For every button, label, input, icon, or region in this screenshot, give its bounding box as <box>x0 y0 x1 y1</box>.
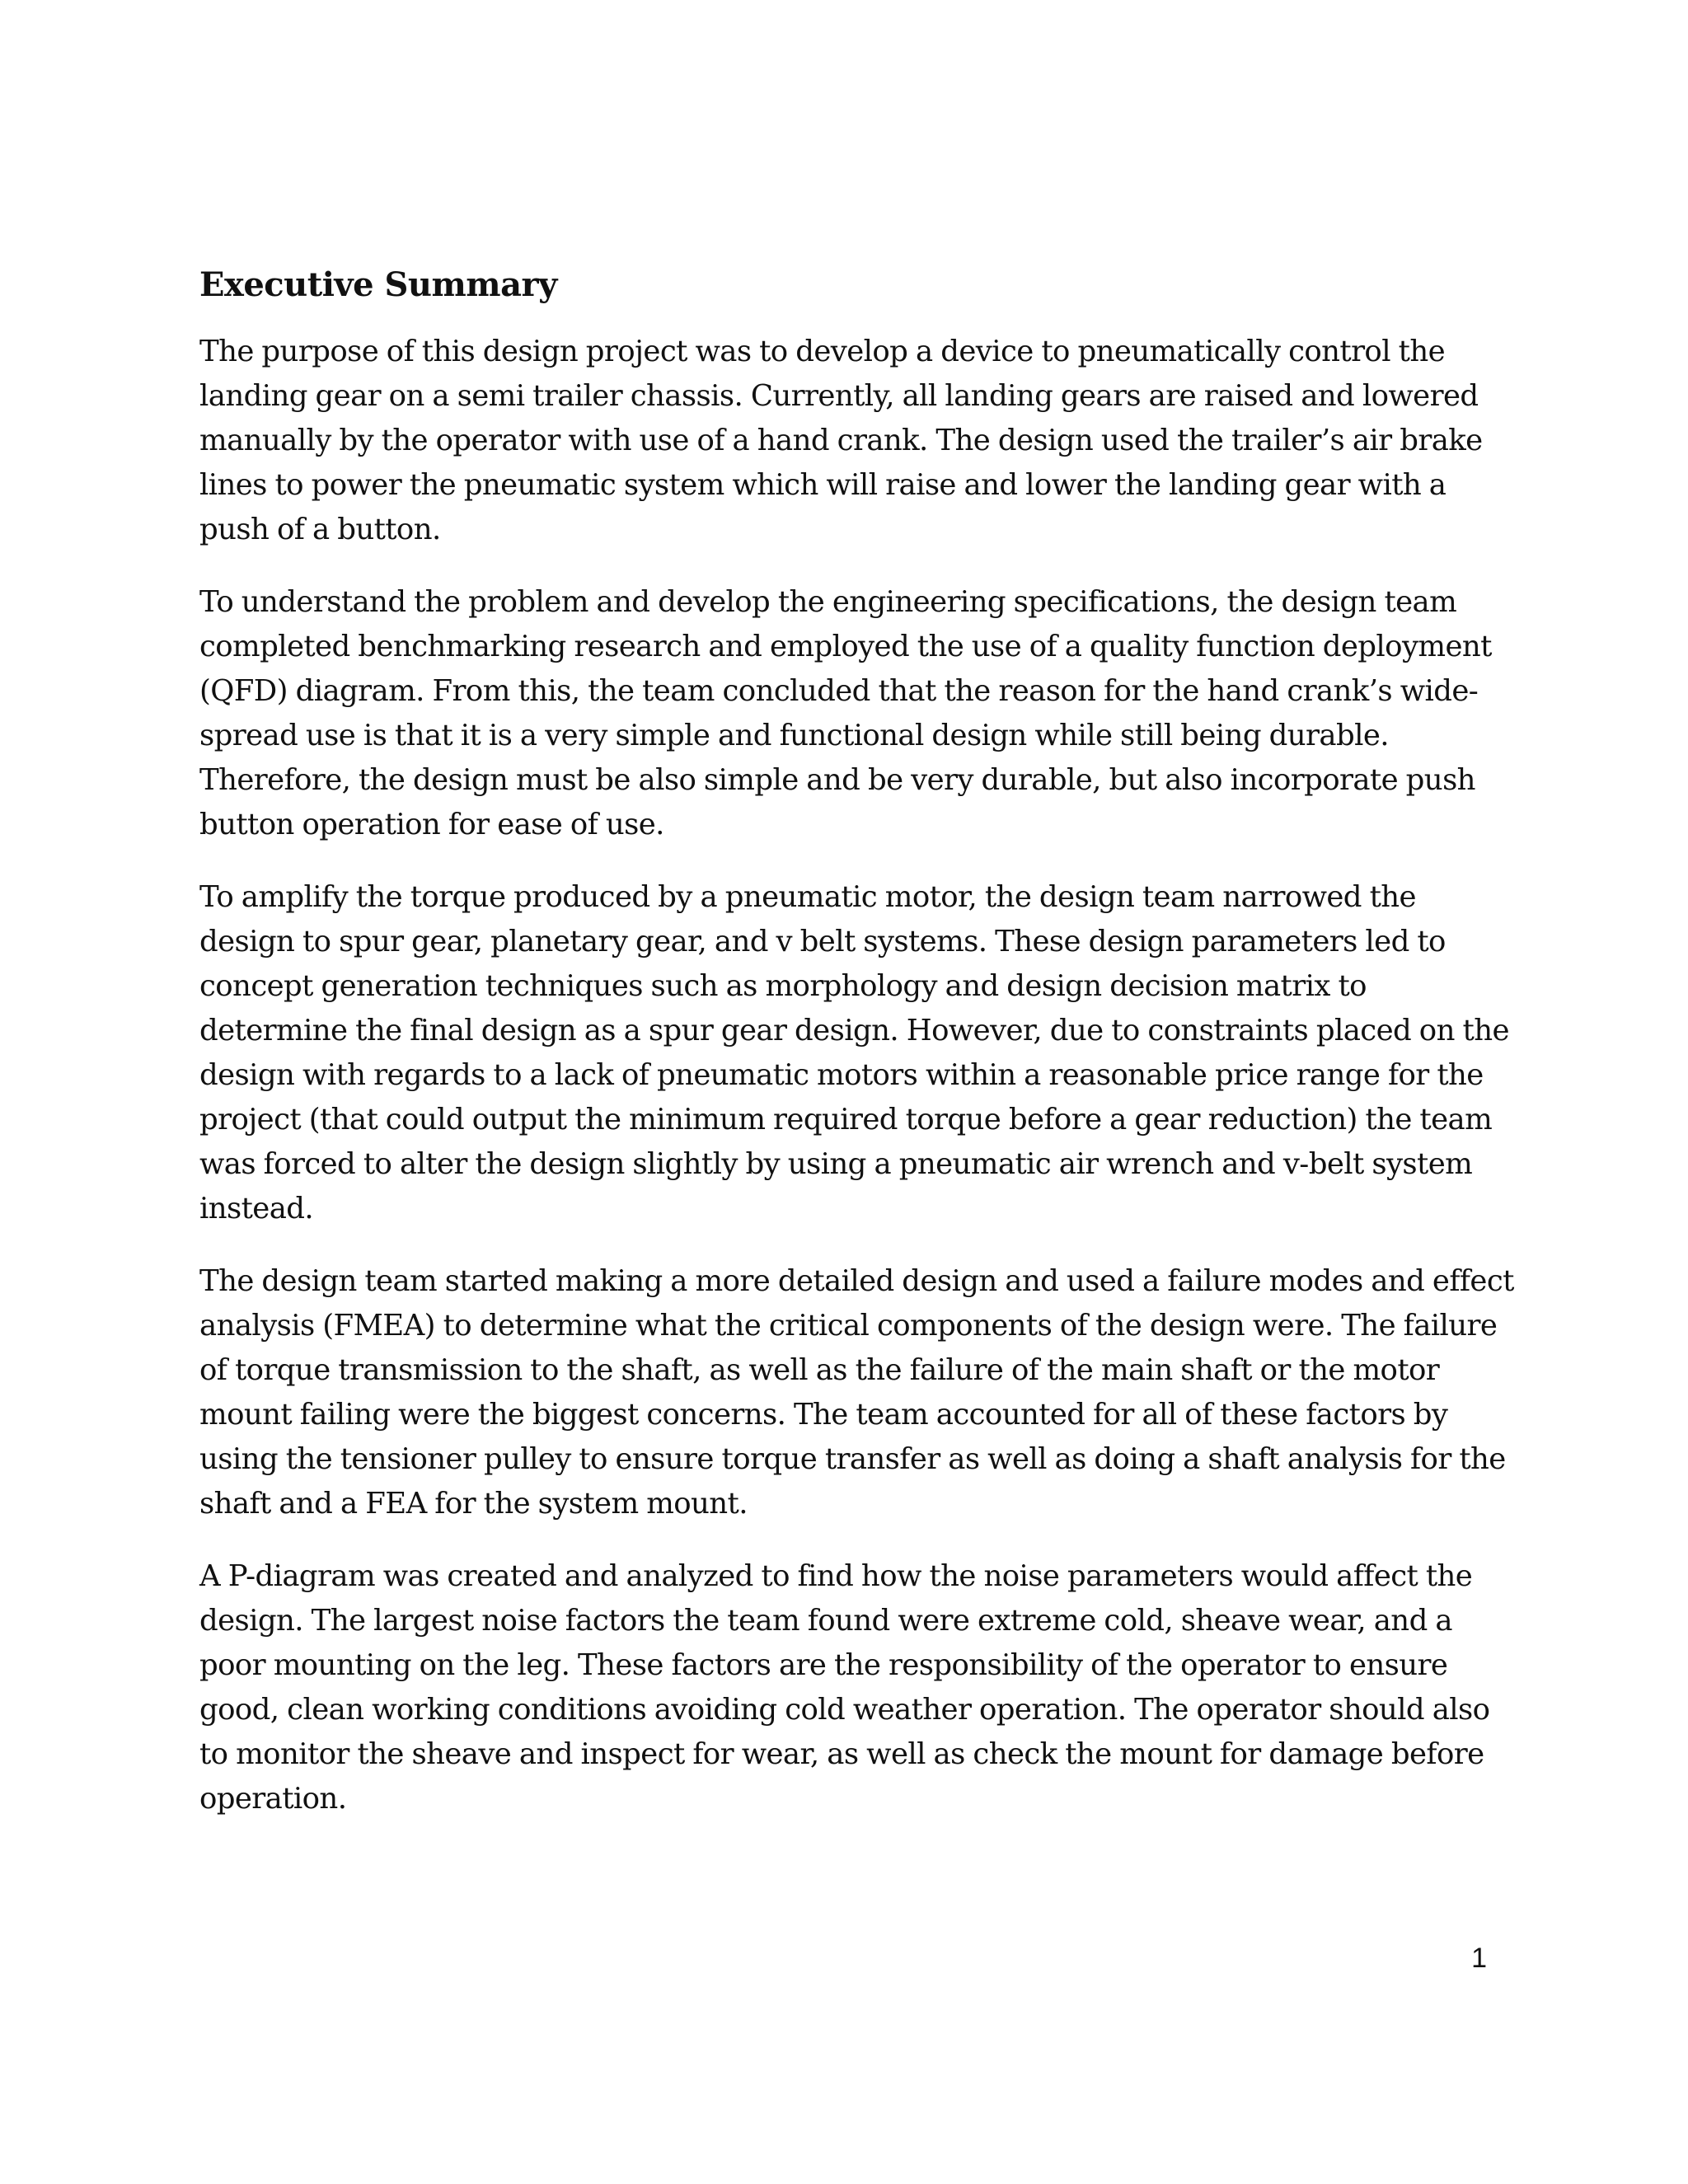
document-body <box>199 262 1518 1849</box>
paragraph-specifications: To understand the problem and develop the engineering specifications, the design team completed benchmarking research and employed the use of a quality function deployment (QFD) diagram. From this, the team concluded that the reason for the hand crank’s wide-spread use is that it is a very simple and functional design while still being durable. Therefore, the design must be also simple and be very durable, but also incorporate push button operation for ease of use. <box>199 585 1492 841</box>
section-title: Executive Summary <box>199 265 557 304</box>
paragraph-fmea: The design team started making a more detailed design and used a failure modes and effect analysis (FMEA) to determine what the critical components of the design were. The failure of torque transmission to the shaft, as well as the failure of the main shaft or the motor mount failing were the biggest concerns. The team accounted for all of these factors by using the tensioner pulley to ensure torque transfer as well as doing a shaft analysis for the shaft and a FEA for the system mount. <box>199 1264 1514 1521</box>
page-number: 1 <box>1471 1943 1487 1974</box>
paragraph-p-diagram: A P-diagram was created and analyzed to find how the noise parameters would affect the design. The largest noise factors the team found were extreme cold, sheave wear, and a poor mounting on the leg. These factors are the responsibility of the operator to ensure good, clean working conditions avoiding cold weather operation. The operator should also to monitor the sheave and inspect for wear, as well as check the mount for damage before operation. <box>199 1559 1490 1816</box>
paragraph-torque-design: To amplify the torque produced by a pneumatic motor, the design team narrowed the design to spur gear, planetary gear, and v belt systems. These design parameters led to concept generation techniques such as morphology and design decision matrix to determine the final design as a spur gear design. However, due to constraints placed on the design with regards to a lack of pneumatic motors within a reasonable price range for the project (that could output the minimum required torque before a gear reduction) the team was forced to alter the design slightly by using a pneumatic air wrench and v-belt system instead. <box>199 880 1509 1226</box>
paragraph-purpose: The purpose of this design project was to develop a device to pneumatically control the landing gear on a semi trailer chassis. Currently, all landing gears are raised and lowered manually by the operator with use of a hand crank. The design used the trailer’s air brake lines to power the pneumatic system which will raise and lower the landing gear with a push of a button. <box>199 335 1483 546</box>
